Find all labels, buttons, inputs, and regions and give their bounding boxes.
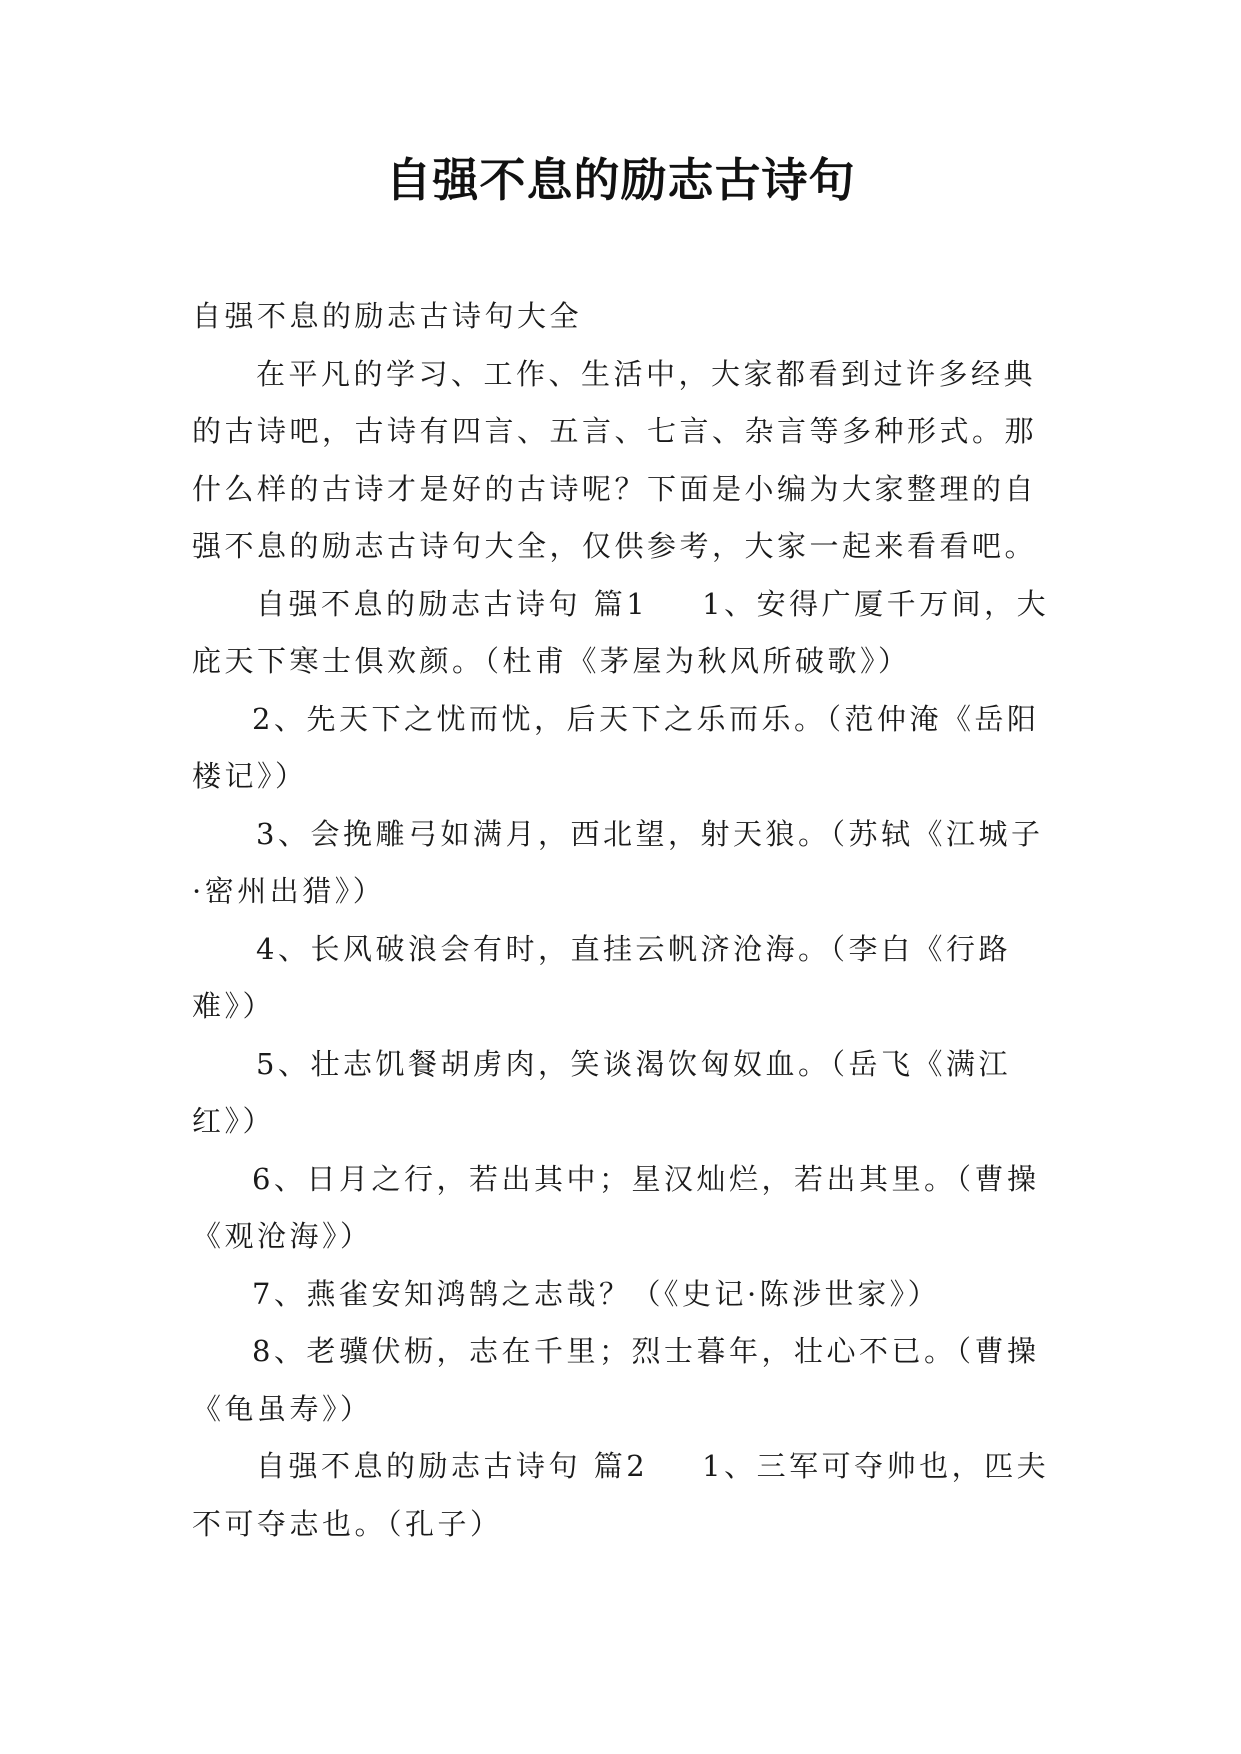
- poem-item: 8、老骥伏枥，志在千里；烈士暮年，壮心不已。（曹操《龟虽寿》）: [192, 1334, 1040, 1426]
- poem-item: 5、壮志饥餐胡虏肉，笑谈渴饮匈奴血。（岳飞《满江红》）: [192, 1046, 1011, 1138]
- section-1-heading: 自强不息的励志古诗句 篇1: [256, 586, 649, 621]
- section-2-item-1: 1、三军可夺帅也，匹夫不可夺志也。（孔子）: [192, 1449, 1050, 1541]
- intro-paragraph: 在平凡的学习、工作、生活中，大家都看到过许多经典的古诗吧，古诗有四言、五言、七言、杂言等多种形式。那什么样的古诗才是好的古诗呢？下面是小编为大家整理的自强不息的励志古诗句大全，仅供参考，大家一起来看看吧。: [192, 356, 1038, 563]
- document-body: [192, 288, 1050, 1553]
- poem-item: 4、长风破浪会有时，直挂云帆济沧海。（李白《行路难》）: [192, 931, 1011, 1023]
- section-1-item-1: 1、安得广厦千万间，大庇天下寒士俱欢颜。（杜甫《茅屋为秋风所破歌》）: [192, 586, 1050, 678]
- section-1-paragraph: [192, 576, 1050, 691]
- poem-item: 7、燕雀安知鸿鹄之志哉？（《史记·陈涉世家》）: [252, 1276, 941, 1311]
- poem-item: 3、会挽雕弓如满月，西北望，射天狼。（苏轼《江城子·密州出猎》）: [192, 816, 1044, 908]
- poem-item: 2、先天下之忧而忧，后天下之乐而乐。（范仲淹《岳阳楼记》）: [192, 701, 1040, 793]
- section-2-heading: 自强不息的励志古诗句 篇2: [256, 1449, 649, 1483]
- section-2-paragraph: [192, 1438, 1050, 1553]
- document-title: 自强不息的励志古诗句: [385, 153, 856, 207]
- document-subtitle: 自强不息的励志古诗句大全: [192, 299, 583, 333]
- poem-item: 6、日月之行，若出其中；星汉灿烂，若出其里。（曹操《观沧海》）: [192, 1161, 1040, 1253]
